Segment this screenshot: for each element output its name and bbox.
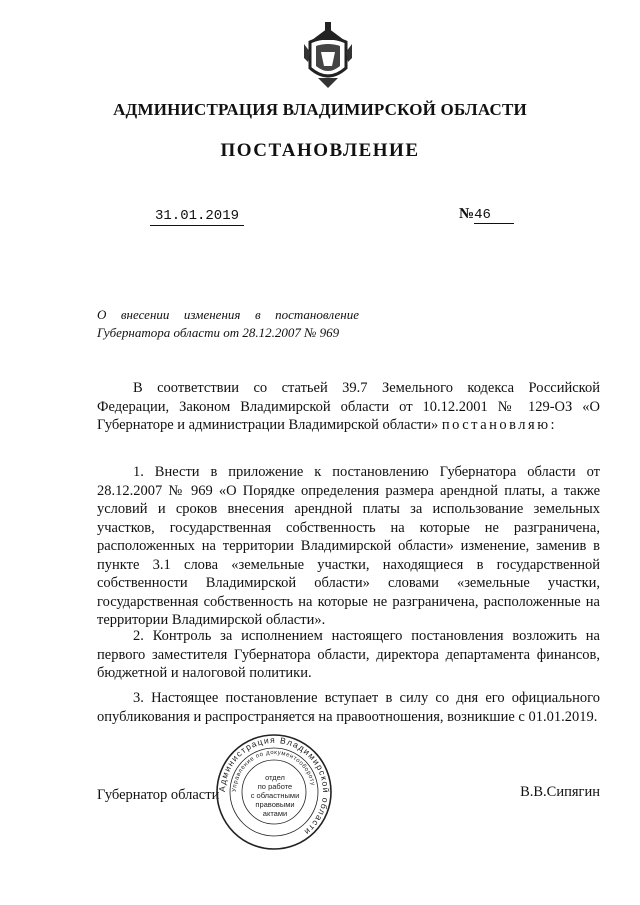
subject-line-2: Губернатора области от 28.12.2007 № 969 <box>97 325 340 340</box>
signatory-title: Губернатор области <box>97 787 220 803</box>
stamp-inner-text: Управление по документообороту <box>231 749 316 793</box>
stamp-line: правовыми <box>255 800 295 809</box>
preamble-text: В соответствии со статьей 39.7 Земельного кодекса Российской Федерации, Законом Владимирской области от 10.12.2001 № 129-ОЗ «О Губернаторе и администрации Владимирской области» <box>97 380 600 433</box>
paragraph-1: 1. Внести в приложение к постановлению Губернатора области от 28.12.2007 № 969 «О Порядке определения размера арендной платы, а также условий и сроков внесения арендной платы за использование земельных участков, государственная собственность на которые не разграничена, расположенных на территории Владимирской области» изменение, заменив в пункте 3.1 слова «земельные участки, находящиеся в государственной собственности Владимирской области» словами «земельные участки, государственная собственность на которые не разграничена, расположенные на территории Владимирской области». <box>97 464 600 628</box>
paragraph-3: 3. Настоящее постановление вступает в силу со дня его официального опубликования и распространяется на правоотношения, возникшие с 01.01.2019. <box>97 690 600 725</box>
subject-line-1: О внесении изменения в постановление <box>97 307 359 322</box>
signatory-name: В.В.Сипягин <box>520 784 600 800</box>
stamp-line: актами <box>262 809 288 818</box>
preamble-paragraph <box>97 379 600 435</box>
document-date: 31.01.2019 <box>150 208 244 226</box>
document-subject <box>97 306 359 342</box>
document-number <box>459 206 514 224</box>
stamp-line: с областными <box>250 791 300 800</box>
number-sign: № <box>459 206 475 222</box>
number-value: 46 <box>474 207 514 224</box>
stamp-line: по работе <box>257 782 293 791</box>
stamp-center-text <box>247 773 303 818</box>
resolve-word: постановляю: <box>441 417 558 433</box>
document-type-title: ПОСТАНОВЛЕНИЕ <box>220 140 420 161</box>
paragraph-2: 2. Контроль за исполнением настоящего постановления возложить на первого заместителя Губернатора области, директора департамента финансов, бюджетной и налоговой политики. <box>97 628 600 681</box>
stamp-outer-text: Администрация Владимирской области <box>216 734 332 838</box>
organization-title: АДМИНИСТРАЦИЯ ВЛАДИМИРСКОЙ ОБЛАСТИ <box>113 100 527 119</box>
coat-of-arms-icon <box>302 22 354 90</box>
stamp-line: отдел <box>265 773 285 782</box>
